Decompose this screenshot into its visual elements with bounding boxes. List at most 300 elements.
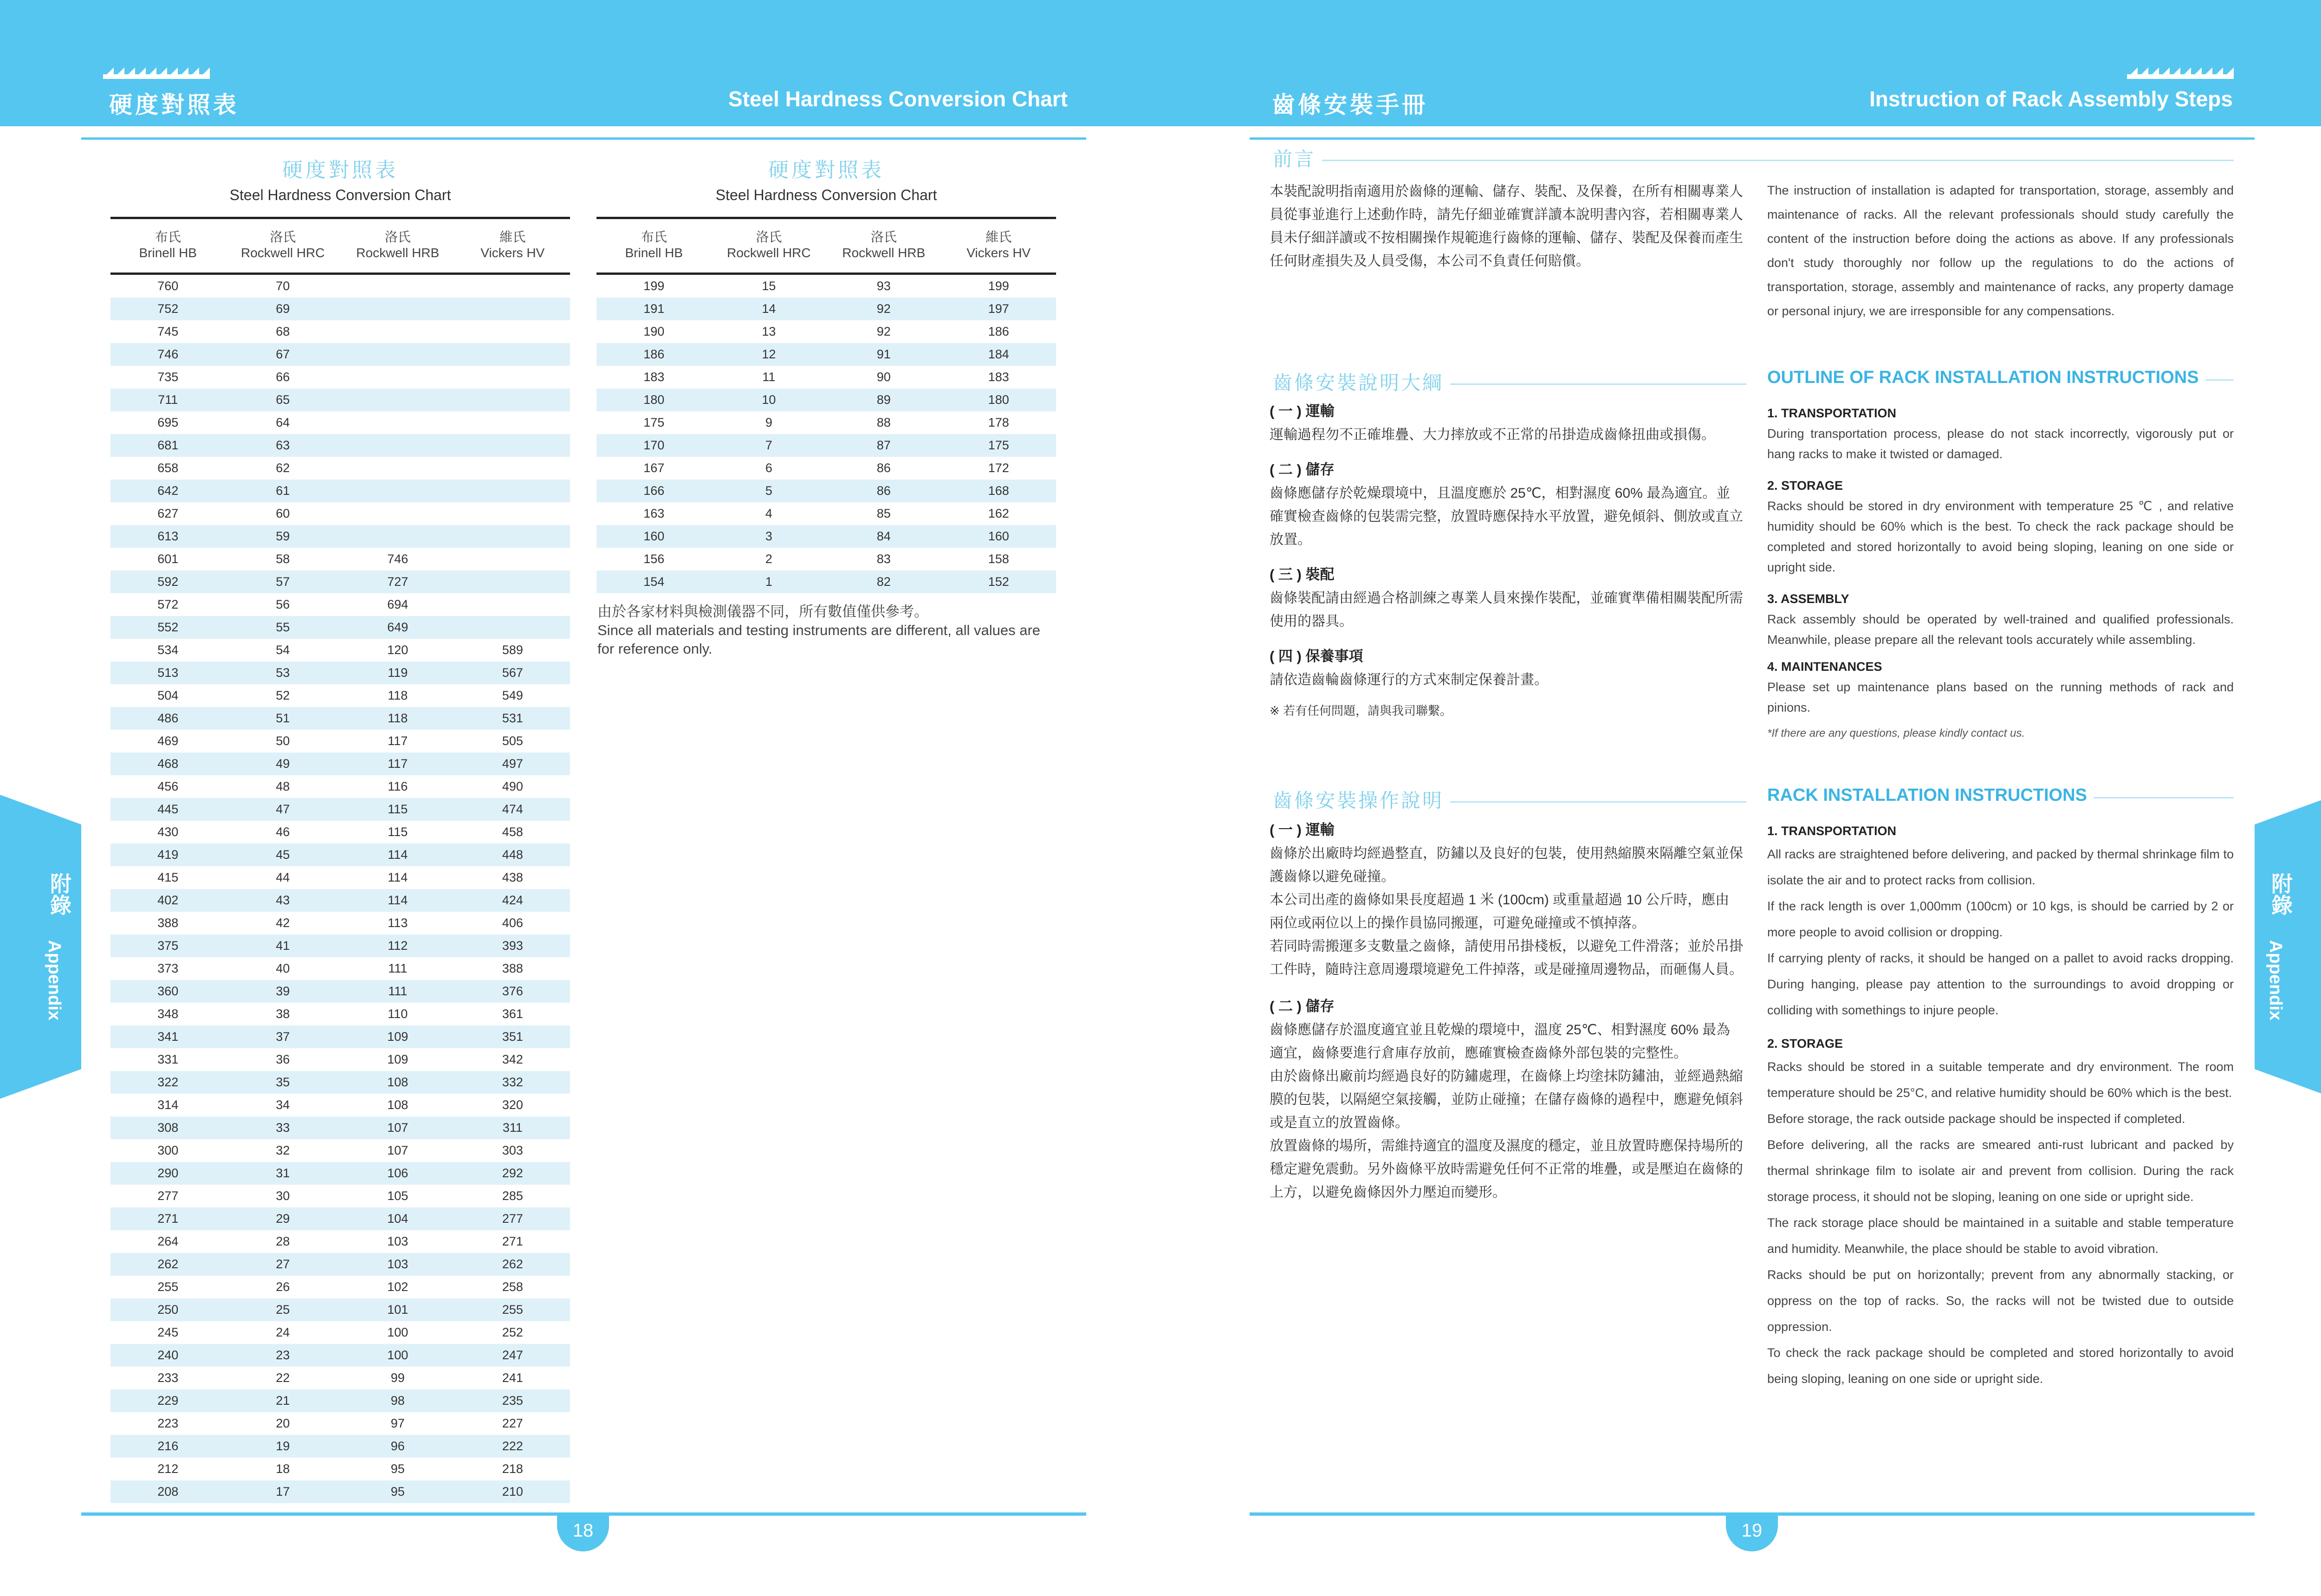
- table-cell: 746: [387, 552, 408, 566]
- table-cell: 117: [388, 757, 408, 771]
- table-caption-en: Steel Hardness Conversion Chart: [715, 187, 937, 203]
- table-cell: 277: [157, 1189, 179, 1203]
- table-row: [110, 275, 570, 298]
- table-cell: 101: [387, 1303, 408, 1317]
- table-row: [110, 1298, 570, 1321]
- table-cell: 41: [276, 939, 290, 953]
- table-cell: 332: [502, 1075, 523, 1089]
- table-note: [597, 603, 1057, 658]
- column-header: 洛氏 Rockwell HRC: [241, 230, 325, 260]
- table-row: [110, 1412, 570, 1435]
- table-cell: 23: [276, 1348, 290, 1362]
- table-cell: 98: [390, 1394, 405, 1408]
- table-cell: 388: [502, 961, 523, 975]
- table-cell: 180: [988, 393, 1009, 407]
- table-cell: 116: [388, 779, 408, 793]
- table-cell: 183: [643, 370, 665, 384]
- table-cell: 184: [988, 347, 1009, 361]
- table-cell: 255: [502, 1303, 523, 1317]
- table-row: [110, 684, 570, 707]
- table-row: [110, 457, 570, 480]
- table-cell: 552: [157, 620, 179, 634]
- table-cell: 208: [157, 1485, 179, 1499]
- table-cell: 513: [157, 666, 179, 680]
- page-number: 18: [557, 1514, 609, 1551]
- table-row: [596, 366, 1056, 389]
- table-cell: 303: [502, 1143, 523, 1157]
- table-cell: 311: [502, 1121, 523, 1135]
- side-tab-cn: 附錄: [2269, 873, 2293, 915]
- table-cell: 31: [276, 1166, 290, 1180]
- table-cell: 43: [276, 893, 290, 907]
- table-cell: 120: [387, 643, 408, 657]
- table-cell: 375: [157, 939, 179, 953]
- table-cell: 112: [388, 939, 408, 953]
- outline-cn-note: ※ 若有任何問題，請與我司聯繫。: [1270, 704, 1452, 718]
- table-cell: 57: [276, 575, 290, 589]
- table-cell: 59: [276, 529, 290, 543]
- table-row: [596, 480, 1056, 502]
- table-cell: 180: [643, 393, 665, 407]
- table-cell: 117: [388, 734, 408, 748]
- table-cell: 52: [276, 688, 290, 702]
- table-cell: 48: [276, 779, 290, 793]
- table-cell: 20: [276, 1416, 290, 1430]
- decorative-teeth-icon: [103, 67, 210, 79]
- table-cell: 430: [157, 825, 179, 839]
- table-cell: 223: [157, 1416, 179, 1430]
- table-cell: 486: [157, 711, 179, 725]
- table-cell: 163: [643, 506, 665, 520]
- table-cell: 199: [988, 279, 1009, 293]
- table-row: [110, 934, 570, 957]
- table-cell: 373: [157, 961, 179, 975]
- table-cell: 45: [276, 848, 290, 862]
- table-cell: 26: [276, 1280, 290, 1294]
- right-header-rule: [1250, 137, 2255, 140]
- table-cell: 104: [387, 1212, 408, 1226]
- table-cell: 32: [276, 1143, 290, 1157]
- table-note-cn: 由於各家材料與檢測儀器不同，所有數值僅供參考。: [597, 603, 928, 620]
- table-cell: 190: [643, 324, 665, 338]
- table-cell: 24: [276, 1325, 290, 1339]
- right-header-title-cn: 齒條安裝手冊: [1272, 92, 1428, 118]
- table-cell: 505: [502, 734, 523, 748]
- column-header: 維氏 Vickers HV: [966, 230, 1031, 260]
- table-cell: 351: [502, 1030, 523, 1044]
- table-cell: 10: [762, 393, 776, 407]
- table-cell: 114: [388, 870, 408, 884]
- table-cell: 109: [387, 1030, 408, 1044]
- ops-cn: ( 一 ) 運輸 齒條於出廠時均經過整直，防鏽以及良好的包裝，使用熱縮膜來隔離空氣並保護齒條以避免碰撞。 本公司出產的齒條如果長度超過 1 米 (100cm) 或重量超過 10 公斤時，應由兩位或兩位以上的操作員協同搬運，可避免碰撞或不慎掉落。 若同時需搬運多支數量之齒條，請使用吊掛棧板，以避免工件滑落；並於吊掛工件時，隨時注意周邊環境避免工件掉落，或是碰撞周邊物品，而砸傷人員。 ( 二 ) 儲存 齒條應儲存於溫度適宜並且乾燥的環境中，溫度 25℃、相對濕度 60% 最為適宜，齒條要進行倉庫存放前，應確實檢查齒條外部包裝的完整性。 由於齒條出廠前均經過良好的防鏽處理，在齒條上均塗抹防鏽油，並經過熱縮膜的包裝，以隔絕空氣接觸，並防止碰撞；在儲存齒條的過程中，應避免傾斜或是直立的放置齒條。 放置齒條的場所，需維持適宜的溫度及濕度的穩定，並且放置時應保持場所的穩定避免震動。另外齒條平放時需避免任何不正常的堆疊，或是壓迫在齒條的上方，以避免齒條因外力壓迫而變形。: [1270, 822, 1743, 1200]
- table-row: [596, 525, 1056, 548]
- column-header: 布氏 Brinell HB: [625, 230, 683, 260]
- table-cell: 113: [388, 916, 408, 930]
- table-cell: 388: [157, 916, 179, 930]
- outline-item: ( 二 ) 儲存 齒條應儲存於乾燥環境中，且溫度應於 25℃，相對濕度 60% 最為適宜。並確實檢查齒條的包裝需完整，放置時應保持水平放置，避免傾斜、側放或直立放置。: [1270, 461, 1743, 547]
- table-cell: 18: [276, 1462, 290, 1476]
- table-cell: 11: [762, 370, 776, 384]
- table-row: [110, 525, 570, 548]
- table-row: [110, 798, 570, 821]
- table-cell: 33: [276, 1121, 290, 1135]
- table-row: [110, 753, 570, 775]
- table-row: [110, 980, 570, 1003]
- table-cell: 285: [502, 1189, 523, 1203]
- table-caption-cn: 硬度對照表: [768, 159, 884, 182]
- table-row: [110, 1139, 570, 1162]
- table-cell: 3: [765, 529, 772, 543]
- table-row: [110, 411, 570, 434]
- table-cell: 271: [502, 1234, 523, 1248]
- table-row: [110, 1071, 570, 1094]
- table-cell: 695: [157, 415, 179, 429]
- table-cell: 448: [502, 848, 523, 862]
- table-row: [110, 1367, 570, 1389]
- table-cell: 264: [157, 1234, 179, 1248]
- table-row: [596, 502, 1056, 525]
- table-cell: 531: [502, 711, 523, 725]
- table-cell: 534: [157, 643, 179, 657]
- table-note-en: Since all materials and testing instruments are different, all values are for reference only.: [597, 622, 1041, 657]
- table-row: [110, 343, 570, 366]
- table-cell: 233: [157, 1371, 179, 1385]
- table-cell: 445: [157, 802, 179, 816]
- table-cell: 175: [988, 438, 1009, 452]
- table-cell: 746: [157, 347, 179, 361]
- table-cell: 290: [157, 1166, 179, 1180]
- outline-item: 2. STORAGE Racks should be stored in dry environment with temperature 25 ℃ , and relative humidity should be 60% which is the best. To check the rack package should be completed and stored horizontally to avoid being sloping, leaning on one side or upright side.: [1767, 479, 2234, 574]
- table-row: [596, 548, 1056, 571]
- table-row: [110, 434, 570, 457]
- table-cell: 118: [388, 711, 408, 725]
- table-cell: 218: [502, 1462, 523, 1476]
- table-cell: 118: [388, 688, 408, 702]
- table-cell: 292: [502, 1166, 523, 1180]
- table-cell: 65: [276, 393, 290, 407]
- table-row: [110, 730, 570, 753]
- table-cell: 474: [502, 802, 523, 816]
- table-cell: 1: [765, 575, 772, 589]
- table-caption-en: Steel Hardness Conversion Chart: [229, 187, 451, 203]
- table-row: [110, 1207, 570, 1230]
- table-cell: 160: [988, 529, 1009, 543]
- table-row: [110, 571, 570, 593]
- table-cell: 402: [157, 893, 179, 907]
- table-cell: 222: [502, 1439, 523, 1453]
- table-cell: 44: [276, 870, 290, 884]
- table-cell: 694: [387, 597, 408, 611]
- appendix-side-tab-right: [2255, 795, 2321, 1099]
- table-cell: 82: [876, 575, 891, 589]
- table-cell: 40: [276, 961, 290, 975]
- table-row: [110, 843, 570, 866]
- column-header: 洛氏 Rockwell HRB: [842, 230, 926, 260]
- table-cell: 567: [502, 666, 523, 680]
- table-cell: 89: [876, 393, 891, 407]
- table-row: [110, 1116, 570, 1139]
- table-row: [596, 411, 1056, 434]
- table-cell: 86: [876, 461, 891, 475]
- table-row: [110, 1094, 570, 1116]
- table-row: [110, 1435, 570, 1458]
- table-cell: 110: [388, 1007, 408, 1021]
- table-row: [110, 366, 570, 389]
- table-cell: 69: [276, 302, 290, 316]
- table-cell: 258: [502, 1280, 523, 1294]
- table-cell: 97: [390, 1416, 405, 1430]
- table-row: [110, 639, 570, 662]
- left-header-rule: [81, 137, 1086, 140]
- table-header: [596, 219, 1056, 275]
- table-cell: 29: [276, 1212, 290, 1226]
- table-cell: 250: [157, 1303, 179, 1317]
- table-cell: 681: [157, 438, 179, 452]
- table-cell: 308: [157, 1121, 179, 1135]
- table-cell: 183: [988, 370, 1009, 384]
- table-cell: 175: [643, 415, 665, 429]
- table-cell: 711: [158, 393, 178, 407]
- table-cell: 154: [643, 575, 665, 589]
- table-cell: 212: [157, 1462, 179, 1476]
- table-cell: 490: [502, 779, 523, 793]
- table-cell: 252: [502, 1325, 523, 1339]
- table-cell: 62: [276, 461, 290, 475]
- left-header-title-cn: 硬度對照表: [109, 92, 239, 118]
- table-cell: 504: [157, 688, 179, 702]
- table-cell: 100: [387, 1325, 408, 1339]
- table-cell: 752: [157, 302, 179, 316]
- table-cell: 17: [276, 1485, 290, 1499]
- table-cell: 627: [157, 506, 179, 520]
- table-cell: 197: [988, 302, 1009, 316]
- table-header: [110, 219, 570, 275]
- table-row: [110, 1253, 570, 1276]
- table-cell: 15: [762, 279, 776, 293]
- table-cell: 64: [276, 415, 290, 429]
- table-cell: 95: [390, 1485, 405, 1499]
- table-cell: 66: [276, 370, 290, 384]
- table-cell: 63: [276, 438, 290, 452]
- preface-cn: 本裝配說明指南適用於齒條的運輸、儲存、裝配、及保養，在所有相關專業人員從事並進行上述動作時，請先仔細並確實詳讀本說明書內容，若相關專業人員未仔細詳讀或不按相關操作規範進行齒條的運輸、儲存、裝配及保養而產生任何財產損失及人員受傷，本公司不負責任何賠償。: [1270, 184, 1743, 269]
- table-cell: 13: [762, 324, 776, 338]
- table-cell: 152: [988, 575, 1009, 589]
- table-cell: 60: [276, 506, 290, 520]
- hardness-table-2: [596, 153, 1056, 593]
- table-cell: 468: [157, 757, 179, 771]
- table-cell: 14: [762, 302, 776, 316]
- table-cell: 2: [765, 552, 772, 566]
- table-cell: 199: [643, 279, 665, 293]
- table-cell: 49: [276, 757, 290, 771]
- table-cell: 216: [157, 1439, 179, 1453]
- table-cell: 115: [388, 802, 408, 816]
- table-cell: 99: [390, 1371, 405, 1385]
- table-cell: 83: [876, 552, 891, 566]
- table-cell: 25: [276, 1303, 290, 1317]
- table-cell: 108: [387, 1075, 408, 1089]
- table-cell: 245: [157, 1325, 179, 1339]
- table-row: [110, 1389, 570, 1412]
- table-cell: 745: [157, 324, 179, 338]
- table-cell: 320: [502, 1098, 523, 1112]
- table-cell: 55: [276, 620, 290, 634]
- table-cell: 108: [387, 1098, 408, 1112]
- table-cell: 9: [765, 415, 772, 429]
- table-row: [110, 957, 570, 980]
- table-cell: 469: [157, 734, 179, 748]
- table-cell: 106: [387, 1166, 408, 1180]
- table-row: [596, 343, 1056, 366]
- table-cell: 95: [390, 1462, 405, 1476]
- table-cell: 54: [276, 643, 290, 657]
- table-cell: 100: [387, 1348, 408, 1362]
- table-cell: 589: [502, 643, 523, 657]
- table-row: [110, 1480, 570, 1503]
- outline-item: 3. ASSEMBLY Rack assembly should be operated by well-trained and qualified professionals. Meanwhile, please prepare all the relevant tools accurately while assembling.: [1767, 592, 2234, 647]
- table-cell: 613: [157, 529, 179, 543]
- preface-heading: [1273, 144, 2234, 172]
- table-cell: 727: [387, 575, 408, 589]
- table-row: [110, 320, 570, 343]
- table-cell: 67: [276, 347, 290, 361]
- table-cell: 342: [502, 1052, 523, 1066]
- table-cell: 322: [157, 1075, 179, 1089]
- table-row: [110, 593, 570, 616]
- table-cell: 415: [157, 870, 179, 884]
- outline-item: 4. MAINTENANCES Please set up maintenance plans based on the running methods of rack and pinions.: [1767, 660, 2234, 714]
- table-cell: 642: [157, 484, 179, 498]
- table-cell: 103: [387, 1257, 408, 1271]
- table-cell: 93: [876, 279, 891, 293]
- table-cell: 56: [276, 597, 290, 611]
- column-header: 洛氏 Rockwell HRC: [727, 230, 811, 260]
- table-cell: 36: [276, 1052, 290, 1066]
- table-cell: 178: [988, 415, 1009, 429]
- table-row: [110, 889, 570, 912]
- ops-heading-en: RACK INSTALLATION INSTRUCTIONS: [1767, 785, 2234, 805]
- table-cell: 58: [276, 552, 290, 566]
- table-cell: 22: [276, 1371, 290, 1385]
- table-cell: 235: [502, 1394, 523, 1408]
- table-cell: 262: [502, 1257, 523, 1271]
- table-cell: 572: [157, 597, 179, 611]
- table-cell: 156: [643, 552, 665, 566]
- table-cell: 735: [157, 370, 179, 384]
- outline-item: 1. TRANSPORTATION During transportation process, please do not stack incorrectly, vigorously put or hang racks to make it twisted or damaged.: [1767, 406, 2234, 461]
- outline-en-note: *If there are any questions, please kindly contact us.: [1767, 727, 2025, 740]
- table-cell: 360: [157, 984, 179, 998]
- table-cell: 649: [387, 620, 408, 634]
- table-cell: 314: [157, 1098, 179, 1112]
- table-cell: 229: [157, 1394, 179, 1408]
- table-cell: 19: [276, 1439, 290, 1453]
- table-cell: 497: [502, 757, 523, 771]
- table-row: [110, 1025, 570, 1048]
- table-cell: 28: [276, 1234, 290, 1248]
- table-row: [110, 662, 570, 684]
- table-cell: 361: [502, 1007, 523, 1021]
- outline-item: ( 一 ) 運輸 運輸過程勿不正確堆疊、大力摔放或不正常的吊掛造成齒條扭曲或損傷。: [1270, 403, 1715, 442]
- table-cell: 115: [388, 825, 408, 839]
- preface-en: The instruction of installation is adapted for transportation, storage, assembly and maintenance of racks. All the relevant professionals should study carefully the content of the instruction before doing the actions as above. If any professionals don't study thoroughly nor follow up the regulations to do the actions of transportation, storage, assembly and maintenance of racks, any property damage or personal injury, we are irresponsible for any compensations.: [1767, 183, 2234, 318]
- table-cell: 103: [387, 1234, 408, 1248]
- table-cell: 5: [765, 484, 772, 498]
- table-cell: 37: [276, 1030, 290, 1044]
- table-cell: 35: [276, 1075, 290, 1089]
- table-cell: 168: [988, 484, 1009, 498]
- table-cell: 458: [502, 825, 523, 839]
- table-cell: 105: [387, 1189, 408, 1203]
- table-row: [110, 1048, 570, 1071]
- table-cell: 271: [157, 1212, 179, 1226]
- table-cell: 90: [876, 370, 891, 384]
- table-row: [110, 707, 570, 730]
- outline-item: ( 三 ) 裝配 齒條裝配請由經過合格訓練之專業人員來操作裝配，並確實準備相關裝配所需使用的器具。: [1270, 566, 1743, 629]
- preface-title: 前言: [1273, 148, 1316, 170]
- table-cell: 30: [276, 1189, 290, 1203]
- left-header-title-en: Steel Hardness Conversion Chart: [728, 87, 1068, 111]
- table-cell: 68: [276, 324, 290, 338]
- table-cell: 376: [502, 984, 523, 998]
- table-cell: 21: [276, 1394, 290, 1408]
- table-row: [110, 1276, 570, 1298]
- table-row: [110, 389, 570, 411]
- table-cell: 47: [276, 802, 290, 816]
- table-row: [110, 1344, 570, 1367]
- table-cell: 331: [157, 1052, 179, 1066]
- table-row: [596, 320, 1056, 343]
- table-cell: 86: [876, 484, 891, 498]
- table-cell: 96: [390, 1439, 405, 1453]
- table-cell: 393: [502, 939, 523, 953]
- table-cell: 241: [502, 1371, 523, 1385]
- table-cell: 191: [643, 302, 665, 316]
- table-cell: 7: [765, 438, 772, 452]
- table-cell: 114: [388, 848, 408, 862]
- table-row: [110, 1458, 570, 1480]
- table-cell: 227: [502, 1416, 523, 1430]
- column-header: 布氏 Brinell HB: [139, 230, 197, 260]
- table-cell: 6: [765, 461, 772, 475]
- table-cell: 658: [157, 461, 179, 475]
- side-tab-en: Appendix: [2266, 940, 2285, 1021]
- table-cell: 167: [643, 461, 665, 475]
- table-cell: 160: [643, 529, 665, 543]
- table-cell: 166: [643, 484, 665, 498]
- table-cell: 87: [876, 438, 891, 452]
- table-cell: 240: [157, 1348, 179, 1362]
- table-cell: 92: [876, 324, 891, 338]
- table-cell: 92: [876, 302, 891, 316]
- table-cell: 162: [988, 506, 1009, 520]
- table-cell: 84: [876, 529, 891, 543]
- table-cell: 419: [157, 848, 179, 862]
- table-cell: 61: [276, 484, 290, 498]
- outline-item: ( 四 ) 保養事項 請依造齒輪齒條運行的方式來制定保養計畫。: [1270, 648, 1548, 688]
- table-cell: 39: [276, 984, 290, 998]
- table-cell: 172: [988, 461, 1009, 475]
- table-row: [110, 1003, 570, 1025]
- table-cell: 549: [502, 688, 523, 702]
- table-cell: 158: [988, 552, 1009, 566]
- table-cell: 107: [387, 1121, 408, 1135]
- table-cell: 27: [276, 1257, 290, 1271]
- table-row: [110, 502, 570, 525]
- table-cell: 51: [276, 711, 290, 725]
- table-cell: 12: [762, 347, 776, 361]
- table-cell: 34: [276, 1098, 290, 1112]
